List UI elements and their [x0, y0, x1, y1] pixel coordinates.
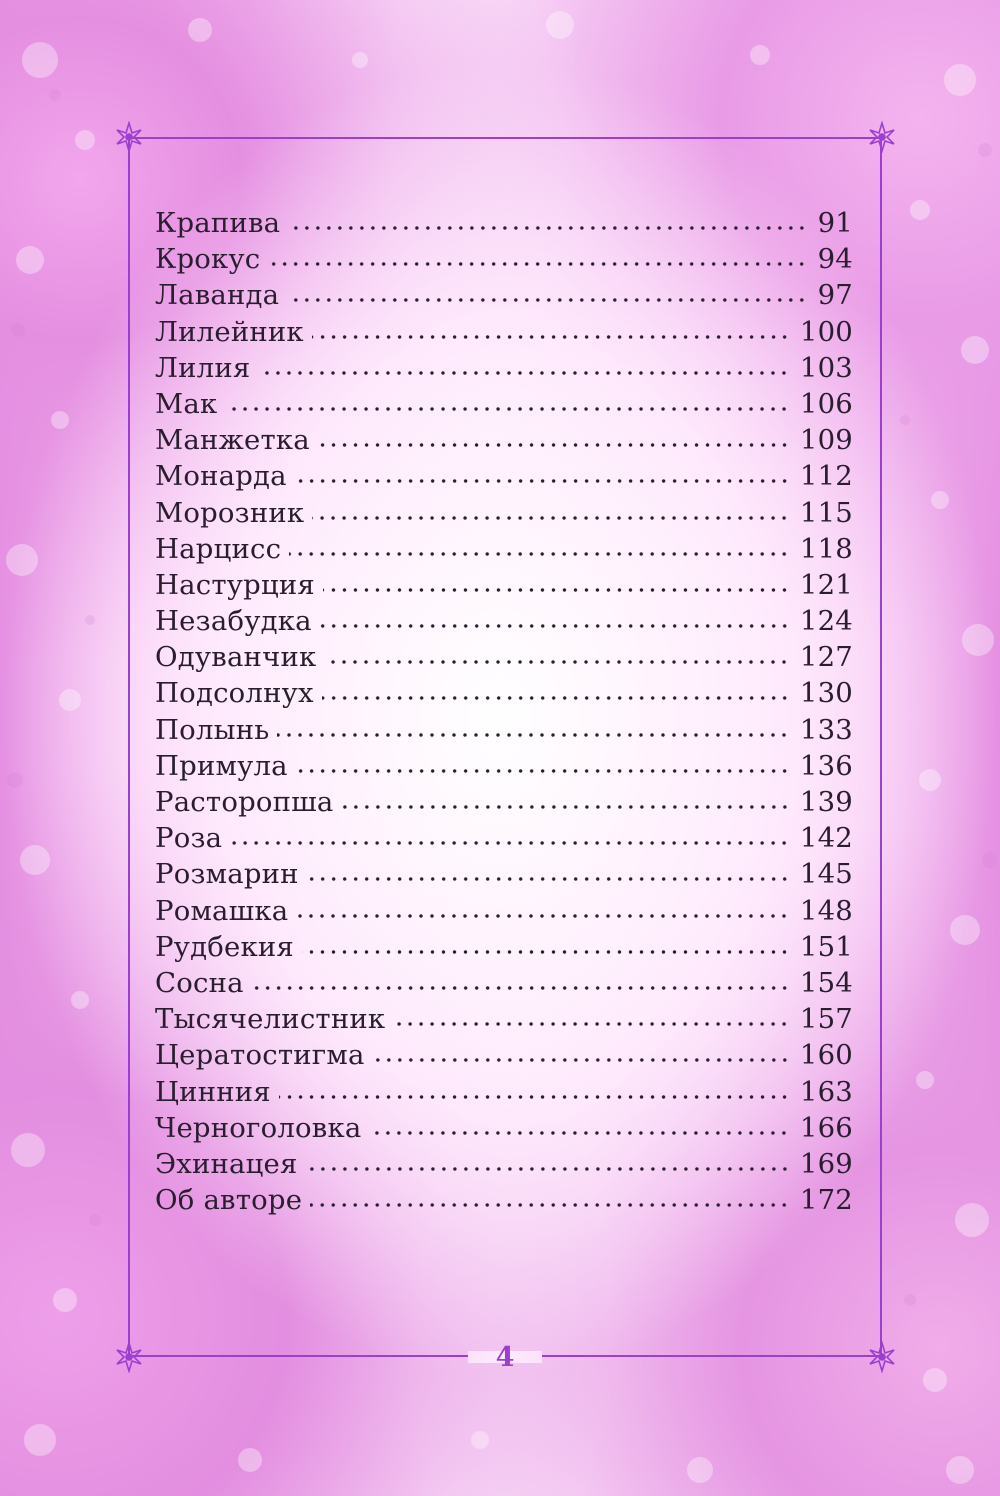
dot-leader	[288, 226, 807, 230]
dot-leader	[225, 407, 790, 411]
toc-entry-title: Подсолнух	[155, 677, 314, 710]
toc-entry[interactable]	[155, 931, 853, 967]
toc-entry-page: 106	[799, 387, 853, 420]
toc-entry[interactable]	[155, 750, 853, 786]
toc-entry-title: Ромашка	[155, 894, 289, 927]
toc-entry-page: 157	[799, 1003, 853, 1036]
toc-entry-title: Монарда	[155, 460, 287, 493]
toc-entry-title: Полынь	[155, 713, 270, 746]
toc-entry-title: Настурция	[155, 568, 315, 601]
dot-leader	[302, 950, 790, 954]
star-flower-ornament-icon	[113, 1341, 145, 1373]
toc-entry-page: 169	[799, 1147, 853, 1180]
toc-entry-title: Лилейник	[155, 315, 304, 348]
toc-entry-page: 127	[799, 641, 853, 674]
toc-entry[interactable]	[155, 207, 853, 243]
dot-leader	[296, 914, 790, 918]
toc-entry[interactable]	[155, 1112, 853, 1148]
toc-entry-page: 139	[799, 786, 853, 818]
page-number: 4	[495, 1342, 515, 1373]
toc-entry-title: Розмарин	[155, 858, 299, 891]
toc-entry[interactable]	[155, 714, 853, 750]
dot-leader	[268, 262, 807, 266]
dot-leader	[289, 552, 790, 556]
toc-entry-page: 142	[799, 822, 853, 855]
dot-leader	[322, 696, 790, 700]
toc-entry-title: Крапива	[155, 207, 281, 239]
dot-leader	[320, 624, 790, 628]
toc-entry[interactable]	[155, 1148, 853, 1184]
toc-entry-title: Примула	[155, 749, 288, 782]
dot-leader	[306, 1167, 790, 1171]
toc-entry-title: Морозник	[155, 496, 305, 529]
dot-leader	[277, 733, 790, 737]
toc-entry-title: Роза	[155, 822, 223, 855]
toc-entry[interactable]	[155, 895, 853, 931]
toc-entry-title: Рудбекия	[155, 930, 294, 963]
toc-entry-title: Манжетка	[155, 424, 310, 457]
dot-leader	[324, 660, 790, 664]
toc-entry-page: 100	[799, 315, 853, 348]
dot-leader	[258, 371, 789, 375]
toc-entry-page: 115	[799, 496, 853, 529]
dot-leader	[296, 769, 790, 773]
toc-entry[interactable]	[155, 1184, 853, 1220]
toc-entry[interactable]	[155, 858, 853, 894]
toc-entry[interactable]	[155, 460, 853, 496]
toc-entry-page: 112	[799, 460, 853, 493]
toc-entry-page: 154	[799, 966, 853, 999]
toc-entry-page: 91	[817, 207, 853, 239]
toc-entry[interactable]	[155, 424, 853, 460]
toc-entry-page: 121	[799, 568, 853, 601]
toc-entry-title: Одуванчик	[155, 641, 317, 674]
dot-leader	[252, 986, 790, 990]
toc-entry-page: 151	[799, 930, 853, 963]
toc-entry[interactable]	[155, 569, 853, 605]
toc-entry-title: Мак	[155, 387, 218, 420]
toc-entry[interactable]	[155, 533, 853, 569]
toc-entry[interactable]	[155, 279, 853, 315]
star-flower-ornament-icon	[113, 121, 145, 153]
dot-leader	[230, 841, 790, 845]
dot-leader	[393, 1022, 790, 1026]
dot-leader	[307, 877, 790, 881]
toc-entry-page: 118	[799, 532, 853, 565]
toc-entry[interactable]	[155, 243, 853, 279]
toc-entry-page: 148	[799, 894, 853, 927]
star-flower-ornament-icon	[866, 121, 898, 153]
toc-entry-title: Сосна	[155, 966, 244, 999]
dot-leader	[373, 1058, 790, 1062]
toc-entry-title: Тысячелистник	[155, 1003, 386, 1036]
dot-leader	[342, 805, 790, 809]
toc-entry-title: Лаванда	[155, 279, 280, 312]
toc-entry-page: 160	[799, 1039, 853, 1072]
dot-leader	[287, 298, 807, 302]
toc-entry[interactable]	[155, 352, 853, 388]
dot-leader	[318, 443, 790, 447]
toc-entry[interactable]	[155, 786, 853, 822]
toc-entry-title: Нарцисс	[155, 532, 282, 565]
dot-leader	[310, 1203, 790, 1207]
toc-entry-page: 97	[817, 279, 853, 312]
toc-entry-title: Расторопша	[155, 786, 334, 818]
dot-leader	[312, 516, 790, 520]
toc-entry-title: Об авторе	[155, 1184, 303, 1217]
toc-entry[interactable]	[155, 1076, 853, 1112]
toc-entry-page: 130	[799, 677, 853, 710]
toc-entry-page: 166	[799, 1111, 853, 1144]
toc-entry-title: Лилия	[155, 351, 251, 384]
toc-entry[interactable]	[155, 316, 853, 352]
toc-entry-title: Эхинацея	[155, 1147, 298, 1180]
toc-entry-page: 109	[799, 424, 853, 457]
toc-entry-title: Цератостигма	[155, 1039, 365, 1072]
toc-entry-page: 124	[799, 605, 853, 638]
toc-entry-page: 172	[799, 1184, 853, 1217]
dot-leader	[312, 335, 790, 339]
dot-leader	[279, 1095, 790, 1099]
toc-entry-page: 136	[799, 749, 853, 782]
toc-entry[interactable]	[155, 388, 853, 424]
toc-entry[interactable]	[155, 822, 853, 858]
toc-entry-page: 163	[799, 1075, 853, 1108]
toc-entry-title: Цинния	[155, 1075, 271, 1108]
star-flower-ornament-icon	[866, 1341, 898, 1373]
toc-entry[interactable]	[155, 605, 853, 641]
toc-entry-title: Незабудка	[155, 605, 312, 638]
toc-entry-page: 133	[799, 713, 853, 746]
dot-leader	[295, 479, 790, 483]
toc-entry-title: Крокус	[155, 243, 261, 276]
toc-entry-title: Черноголовка	[155, 1111, 362, 1144]
toc-entry[interactable]	[155, 1039, 853, 1075]
toc-entry-page: 94	[817, 243, 853, 276]
dot-leader	[369, 1131, 789, 1135]
toc-entry[interactable]	[155, 967, 853, 1003]
toc-entry-page: 145	[799, 858, 853, 891]
toc-entry[interactable]	[155, 497, 853, 533]
toc-entry[interactable]	[155, 641, 853, 677]
toc-entry-page: 103	[799, 351, 853, 384]
dot-leader	[323, 588, 790, 592]
toc-entry[interactable]	[155, 677, 853, 713]
table-of-contents	[155, 207, 853, 1220]
toc-entry[interactable]	[155, 1003, 853, 1039]
